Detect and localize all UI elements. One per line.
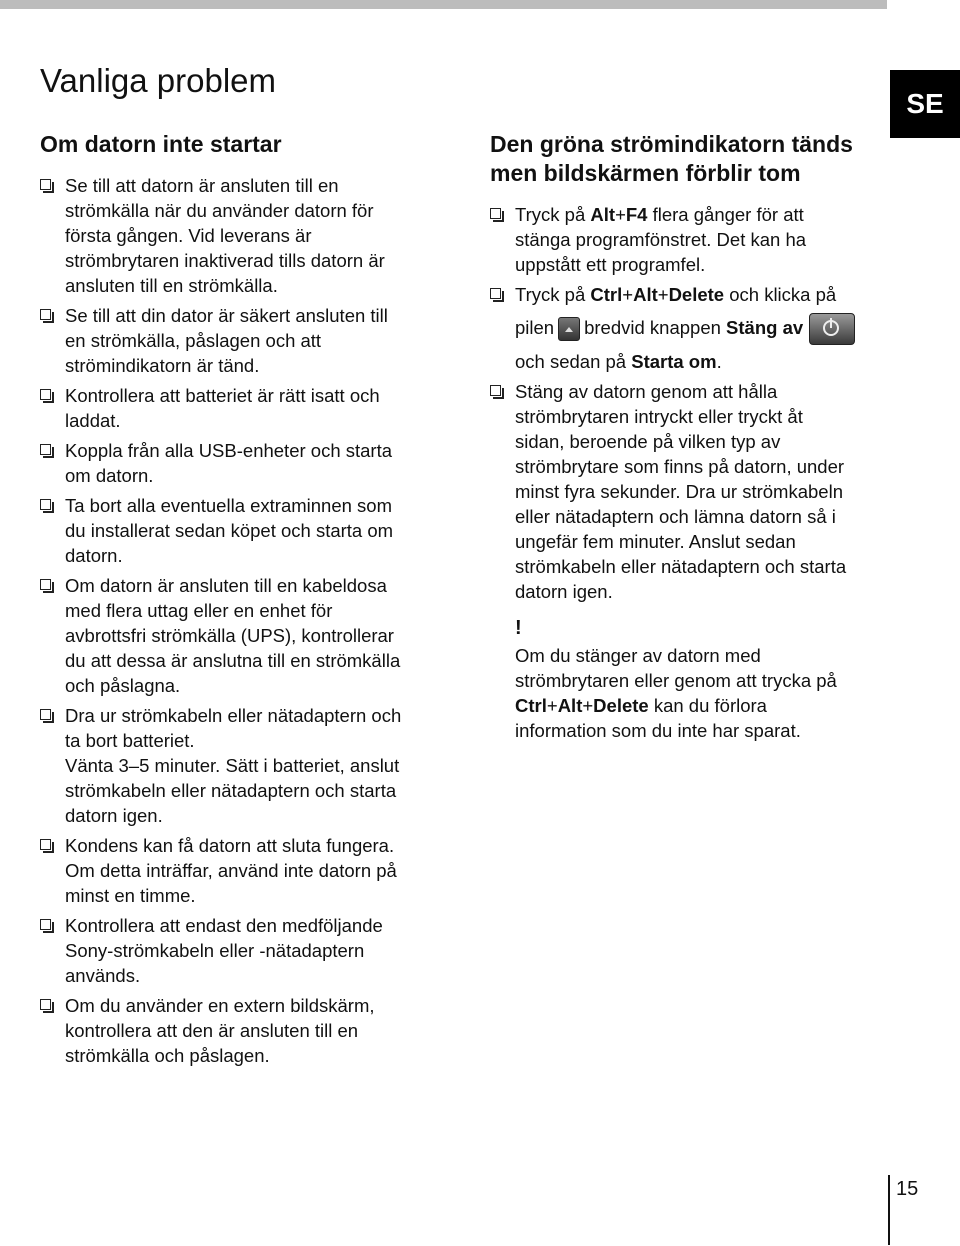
checkbox-icon xyxy=(490,385,501,396)
list-item xyxy=(40,833,450,908)
item-line: Om detta inträffar, använd inte datorn på xyxy=(65,860,397,881)
item-line: Kondens kan få datorn att sluta fungera. xyxy=(65,835,395,856)
item-line: första gången. Vid leverans är xyxy=(65,225,312,246)
left-heading: Om datorn inte startar xyxy=(40,131,282,157)
list-item xyxy=(40,703,450,828)
item-line: med flera uttag eller en enhet för xyxy=(65,600,333,621)
list-item: Tryck på Ctrl+Alt+Delete och klicka på pilen bredvid knappen Stäng av och sedan på Starta om. xyxy=(490,282,885,374)
item-line: minst fyra sekunder. Dra ur strömkabeln xyxy=(515,481,843,502)
warning-note: ! Om du stänger av datorn med strömbrytaren eller genom att trycka på Ctrl+Alt+Delete kan du förlora information som du inte har sparat. xyxy=(490,616,885,743)
item-line: Se till att din dator är säkert ansluten till xyxy=(65,305,388,326)
list-item xyxy=(490,379,885,604)
checkbox-icon xyxy=(490,288,501,299)
arrow-button-icon xyxy=(558,317,580,341)
item-line: Kontrollera att batteriet är rätt isatt och xyxy=(65,385,380,406)
checkbox-icon xyxy=(40,444,51,455)
item-line: Vänta 3–5 minuter. Sätt i batteriet, anslut xyxy=(65,755,400,776)
list-item xyxy=(40,993,450,1068)
item-line: strömkabeln eller nätadaptern och starta xyxy=(515,556,847,577)
list-item xyxy=(40,493,450,568)
item-line: eller nätadaptern och lämna datorn så i xyxy=(515,506,836,527)
language-tab: SE xyxy=(890,70,960,138)
item-line: du installerat sedan köpet och starta om xyxy=(65,520,394,541)
item-line: Om datorn är ansluten till en kabeldosa xyxy=(65,575,387,596)
item-line: Dra ur strömkabeln eller nätadaptern och xyxy=(65,705,402,726)
checkbox-icon xyxy=(40,389,51,400)
item-line: datorn. xyxy=(65,545,123,566)
checkbox-icon xyxy=(40,309,51,320)
item-line: strömbrytare som finns på datorn, under xyxy=(515,456,845,477)
item-line: och påslagna. xyxy=(65,675,181,696)
item-line: du att dessa är anslutna till en strömkälla xyxy=(65,650,401,671)
checkbox-icon xyxy=(40,179,51,190)
list-item xyxy=(40,303,450,378)
item-line: Koppla från alla USB-enheter och starta xyxy=(65,440,393,461)
right-checklist xyxy=(490,202,885,604)
checkbox-icon xyxy=(40,839,51,850)
left-column xyxy=(40,130,450,1073)
item-line: Ta bort alla eventuella extraminnen som xyxy=(65,495,393,516)
checkbox-icon xyxy=(40,579,51,590)
list-item xyxy=(40,173,450,298)
item-line: Om du använder en extern bildskärm, xyxy=(65,995,375,1016)
page-number-rule xyxy=(888,1175,890,1245)
checkbox-icon xyxy=(40,919,51,930)
checkbox-icon xyxy=(40,999,51,1010)
item-line: minst en timme. xyxy=(65,885,196,906)
item-line: används. xyxy=(65,965,141,986)
page-title: Vanliga problem xyxy=(40,62,277,99)
checkbox-icon xyxy=(40,499,51,510)
item-line: Kontrollera att endast den medföljande xyxy=(65,915,383,936)
item-line: ta bort batteriet. xyxy=(65,730,195,751)
warning-icon: ! xyxy=(515,617,522,639)
item-line: ansluten till en strömkälla. xyxy=(65,275,278,296)
list-item xyxy=(40,383,450,433)
list-item xyxy=(40,438,450,488)
left-checklist xyxy=(40,173,450,1068)
item-line: ungefär fem minuter. Anslut sedan xyxy=(515,531,796,552)
item-line: avbrottsfri strömkälla (UPS), kontrollerar xyxy=(65,625,394,646)
item-line: en strömkälla, påslagen och att xyxy=(65,330,322,351)
item-line: sidan, beroende på vilken typ av xyxy=(515,431,781,452)
item-line: datorn igen. xyxy=(65,805,163,826)
item-line: Stäng av datorn genom att hålla xyxy=(515,381,778,402)
item-line: datorn igen. xyxy=(515,581,613,602)
item-line: strömindikatorn är tänd. xyxy=(65,355,260,376)
item-line: laddat. xyxy=(65,410,121,431)
list-item xyxy=(40,573,450,698)
item-line: kontrollera att den är ansluten till en xyxy=(65,1020,359,1041)
item-line: Se till att datorn är ansluten till en xyxy=(65,175,339,196)
checkbox-icon xyxy=(40,709,51,720)
power-button-icon xyxy=(809,313,855,345)
page-number: 15 xyxy=(896,1178,919,1200)
item-line: strömbrytaren intryckt eller tryckt åt xyxy=(515,406,803,427)
right-column xyxy=(490,130,885,743)
item-line: strömbrytaren inaktiverad tills datorn är xyxy=(65,250,385,271)
item-line: strömkälla och påslagen. xyxy=(65,1045,270,1066)
top-rule xyxy=(0,0,887,9)
item-line: strömkälla när du använder datorn för xyxy=(65,200,374,221)
checkbox-icon xyxy=(490,208,501,219)
item-line: Sony-strömkabeln eller -nätadaptern xyxy=(65,940,365,961)
list-item xyxy=(40,913,450,988)
item-line: strömkabeln eller nätadaptern och starta xyxy=(65,780,397,801)
item-line: om datorn. xyxy=(65,465,154,486)
right-heading: Den gröna strömindikatorn tänds men bildskärmen förblir tom xyxy=(490,131,853,186)
list-item: Tryck på Alt+F4 flera gånger för att stänga programfönstret. Det kan ha uppstått ett programfel. xyxy=(490,202,885,277)
